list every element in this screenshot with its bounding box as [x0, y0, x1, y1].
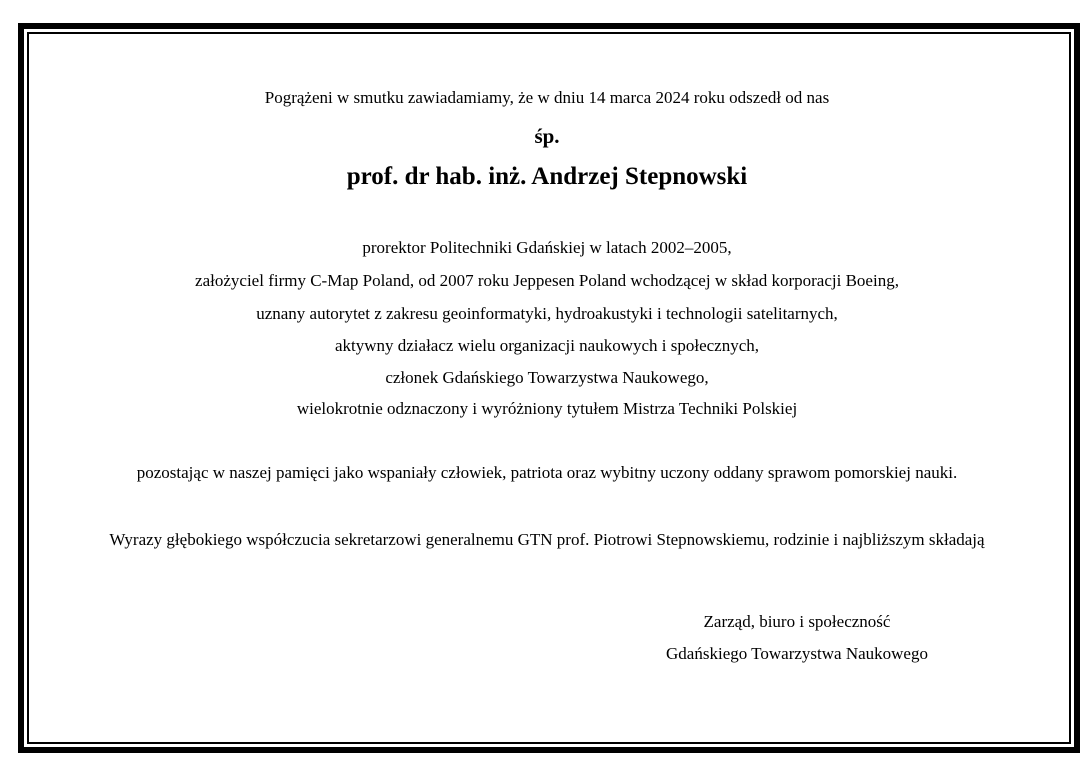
bio-line: wielokrotnie odznaczony i wyróżniony tytułem Mistrza Techniki Polskiej [296, 399, 798, 418]
memory-text: pozostając w naszej pamięci jako wspaniały człowiek, patriota oraz wybitny uczony oddany sprawom pomorskiej nauki. [136, 463, 958, 482]
condolences-text: Wyrazy głębokiego współczucia sekretarzowi generalnemu GTN prof. Piotrowi Stepnowskiemu, rodzinie i najbliższym składają [109, 530, 985, 549]
bio-line: prorektor Politechniki Gdańskiej w latach 2002–2005, [362, 238, 732, 257]
bio-line: uznany autorytet z zakresu geoinformatyki, hydroakustyki i technologii satelitarnych, [256, 304, 838, 323]
bio-line: założyciel firmy C-Map Poland, od 2007 roku Jeppesen Poland wchodzącej w skład korporacji Boeing, [195, 271, 899, 290]
intro-text: Pogrążeni w smutku zawiadamiamy, że w dniu 14 marca 2024 roku odszedł od nas [264, 88, 830, 107]
signature-line-1: Zarząd, biuro i społeczność [703, 612, 891, 631]
bio-line: aktywny działacz wielu organizacji naukowych i społecznych, [334, 336, 760, 355]
bio-line: członek Gdańskiego Towarzystwa Naukowego, [385, 368, 709, 387]
signature-line-2: Gdańskiego Towarzystwa Naukowego [666, 644, 928, 663]
prefix-text: śp. [534, 124, 560, 148]
deceased-name: prof. dr hab. inż. Andrzej Stepnowski [346, 163, 748, 190]
